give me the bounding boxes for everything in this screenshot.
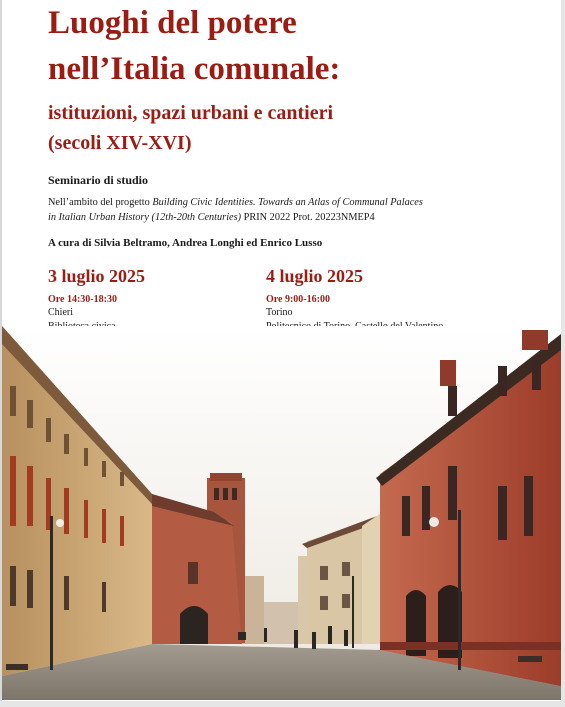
event-city: Torino: [266, 307, 293, 318]
project-title-line-1: Building Civic Identities. Towards an Atlas of Communal Palaces: [152, 197, 423, 208]
event-time: Ore 9:00-16:00: [266, 294, 330, 305]
seminar-label: Seminario di studio: [48, 173, 149, 187]
project-prefix: Nell’ambito del progetto: [48, 197, 153, 208]
page-subtitle: [48, 98, 333, 158]
page-title: [48, 0, 340, 92]
title-line-1: Luoghi del potere: [48, 5, 297, 41]
curators: A cura di Silvia Beltramo, Andrea Longhi ed Enrico Lusso: [48, 237, 323, 249]
project-title-line-2: in Italian Urban History (12th-20th Centuries): [48, 212, 242, 223]
project-description: [48, 195, 488, 225]
street-photo: [2, 326, 561, 700]
subtitle-line-1: istituzioni, spazi urbani e cantieri: [48, 102, 333, 124]
title-line-2: nell’Italia comunale:: [48, 51, 341, 87]
event-time: Ore 14:30-18:30: [48, 294, 117, 305]
event-date: 3 luglio 2025: [48, 266, 146, 286]
page-border-bottom: [0, 701, 565, 707]
project-suffix: PRIN 2022 Prot. 20223NMEP4: [241, 212, 375, 223]
subtitle-line-2: (secoli XIV-XVI): [48, 132, 192, 154]
event-city: Chieri: [48, 307, 73, 318]
event-date: 4 luglio 2025: [266, 266, 364, 286]
page-border-right: [561, 0, 565, 707]
